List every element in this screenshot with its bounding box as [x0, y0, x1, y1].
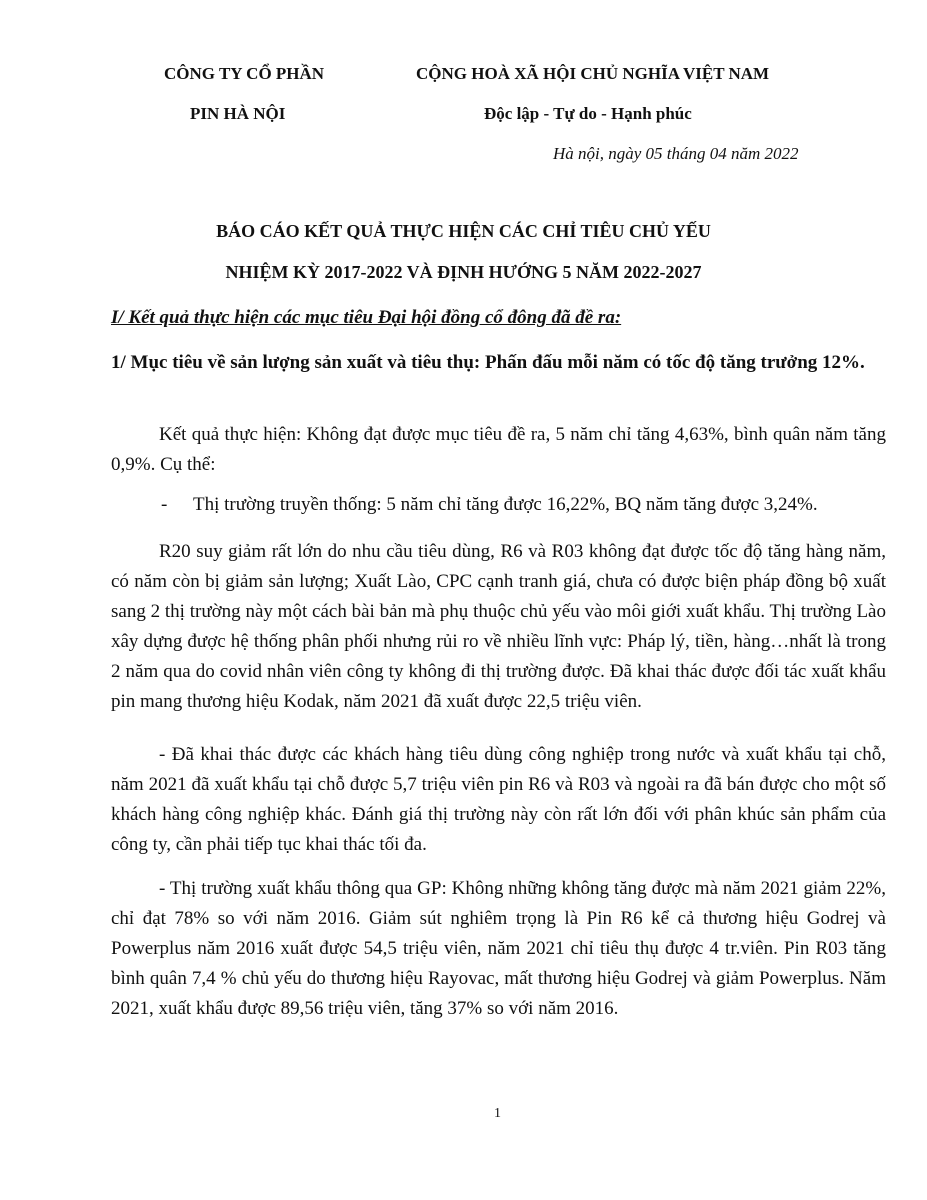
section-heading: I/ Kết quả thực hiện các mục tiêu Đại hội đồng cổ đông đã đề ra: — [111, 307, 622, 328]
nation-motto: Độc lập - Tự do - Hạnh phúc — [484, 104, 692, 123]
subsection-heading: 1/ Mục tiêu về sản lượng sản xuất và tiêu thụ: Phấn đấu mỗi năm có tốc độ tăng trưởng 12%. — [111, 352, 865, 373]
document-date: Hà nội, ngày 05 tháng 04 năm 2022 — [553, 144, 799, 163]
report-title-line2: NHIỆM KỲ 2017-2022 VÀ ĐỊNH HƯỚNG 5 NĂM 2022-2027 — [225, 262, 702, 282]
bullet-dash: - — [161, 494, 168, 515]
paragraph-results: Kết quả thực hiện: Không đạt được mục tiêu đề ra, 5 năm chỉ tăng 4,63%, bình quân năm tăng 0,9%. Cụ thể: — [111, 424, 886, 475]
company-name-line1: CÔNG TY CỔ PHẦN — [164, 64, 325, 83]
paragraph-export-market: - Thị trường xuất khẩu thông qua GP: Không những không tăng được mà năm 2021 giảm 22%, chỉ đạt 78% so với năm 2016. Giảm sút nghiêm trọng là Pin R6 kể cả thương hiệu Godrej và Powerplus năm 2016 xuất được 54,5 triệu viên, năm 2021 chỉ tiêu thụ được 4 tr.viên. Pin R03 tăng bình quân 7,4 % chủ yếu do thương hiệu Rayovac, mất thương hiệu Godrej và giảm Powerplus. Năm 2021, xuất khẩu được 89,56 triệu viên, tăng 37% so với năm 2016. — [111, 878, 886, 1019]
paragraph-industrial-customers: - Đã khai thác được các khách hàng tiêu dùng công nghiệp trong nước và xuất khẩu tại chỗ, năm 2021 đã xuất khẩu tại chỗ được 5,7 triệu viên pin R6 và R03 và ngoài ra đã bán được cho một số khách hàng công nghiệp khác. Đánh giá thị trường này còn rất lớn đối với phân khúc sản phẩm của công ty, cần phải tiếp tục khai thác tối đa. — [111, 744, 886, 855]
paragraph-traditional-market: R20 suy giảm rất lớn do nhu cầu tiêu dùng, R6 và R03 không đạt được tốc độ tăng hàng năm, có năm còn bị giảm sản lượng; Xuất Lào, CPC cạnh tranh giá, chưa có được biện pháp đồng bộ xuất sang 2 thị trường này một cách bài bản mà phụ thuộc chủ yếu vào môi giới xuất khẩu. Thị trường Lào xây dựng được hệ thống phân phối nhưng rủi ro về nhiều lĩnh vực: Pháp lý, tiền, hàng…nhất là trong 2 năm qua do covid nhân viên công ty không đi thị trường được. Đã khai thác được đối tác xuất khẩu pin mang thương hiệu Kodak, năm 2021 đã xuất được 22,5 triệu viên. — [111, 541, 886, 712]
page-number: 1 — [494, 1106, 501, 1121]
report-title-line1: BÁO CÁO KẾT QUẢ THỰC HIỆN CÁC CHỈ TIÊU CHỦ YẾU — [216, 221, 711, 241]
nation-title: CỘNG HOÀ XÃ HỘI CHỦ NGHĨA VIỆT NAM — [416, 64, 770, 83]
company-name-line2: PIN HÀ NỘI — [190, 104, 286, 123]
bullet-text: Thị trường truyền thống: 5 năm chỉ tăng được 16,22%, BQ năm tăng được 3,24%. — [193, 494, 818, 515]
